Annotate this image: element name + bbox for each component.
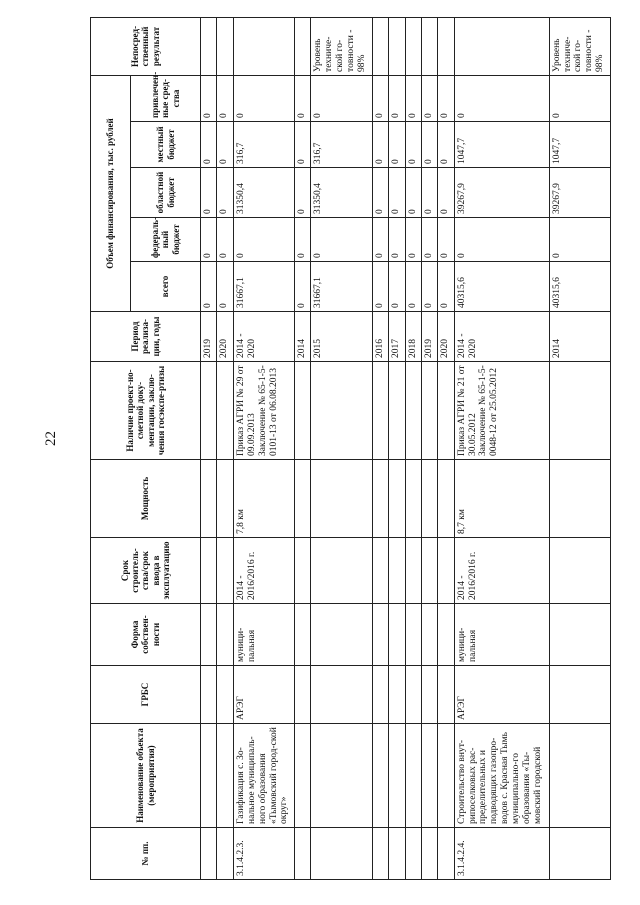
table-row (454, 17, 549, 879)
header-name: Наименование объекта (мероприятия) (91, 724, 201, 828)
cell-local: 316,7 (311, 122, 372, 168)
header-num: № пп. (91, 828, 201, 880)
cell-grbs (372, 666, 388, 724)
header-total: всего (131, 262, 201, 312)
cell-regional: 31350,4 (311, 168, 372, 218)
header-capacity: Мощность (91, 460, 201, 538)
table-row (405, 17, 421, 879)
header-docs: Наличие проект-но-сметной доку-ментации, заклю-чения госэкспе-ртизы (91, 362, 201, 460)
cell-result (421, 17, 437, 75)
cell-total: 0 (405, 262, 421, 312)
cell-regional: 0 (438, 168, 454, 218)
cell-result (233, 17, 294, 75)
cell-term (405, 538, 421, 604)
header-grbs: ГРБС (91, 666, 201, 724)
cell-local: 0 (421, 122, 437, 168)
cell-grbs (217, 666, 233, 724)
cell-total: 0 (389, 262, 405, 312)
cell-federal: 0 (454, 218, 549, 262)
cell-grbs (438, 666, 454, 724)
cell-period: 2014 (549, 312, 610, 362)
cell-total: 31667,1 (311, 262, 372, 312)
cell-grbs (405, 666, 421, 724)
cell-regional: 0 (421, 168, 437, 218)
cell-row-number: 3.1.4.2.4. (454, 828, 549, 880)
cell-total: 40315,6 (549, 262, 610, 312)
cell-period: 2014 (295, 312, 311, 362)
cell-row-number (201, 828, 217, 880)
cell-regional: 0 (201, 168, 217, 218)
page-number: 22 (43, 431, 59, 446)
cell-grbs (295, 666, 311, 724)
cell-ownership: муници-пальная (233, 604, 294, 666)
cell-federal: 0 (405, 218, 421, 262)
cell-local: 1047,7 (549, 122, 610, 168)
cell-docs (295, 362, 311, 460)
cell-result (217, 17, 233, 75)
cell-ownership (311, 604, 372, 666)
cell-period: 2017 (389, 312, 405, 362)
header-period: Период реализа-ции, годы (91, 312, 201, 362)
cell-object-name (295, 724, 311, 828)
cell-ownership (389, 604, 405, 666)
cell-capacity (421, 460, 437, 538)
rotated-table-wrapper (90, 22, 611, 880)
cell-ownership (405, 604, 421, 666)
cell-total: 31667,1 (233, 262, 294, 312)
cell-term (421, 538, 437, 604)
cell-capacity: 8,7 км (454, 460, 549, 538)
cell-federal: 0 (233, 218, 294, 262)
cell-period: 2020 (217, 312, 233, 362)
cell-capacity (438, 460, 454, 538)
cell-regional: 0 (405, 168, 421, 218)
table-row (549, 17, 610, 879)
cell-term (389, 538, 405, 604)
header-federal: федераль-ный бюджет (131, 218, 201, 262)
cell-object-name (372, 724, 388, 828)
cell-local: 0 (372, 122, 388, 168)
cell-total: 0 (421, 262, 437, 312)
cell-attracted: 0 (201, 75, 217, 121)
cell-regional: 0 (372, 168, 388, 218)
cell-ownership (217, 604, 233, 666)
cell-period: 2019 (421, 312, 437, 362)
header-ownership: Форма собствен-ности (91, 604, 201, 666)
cell-total: 0 (201, 262, 217, 312)
cell-result (454, 17, 549, 75)
cell-grbs (201, 666, 217, 724)
cell-federal: 0 (201, 218, 217, 262)
cell-federal: 0 (421, 218, 437, 262)
table-body (201, 17, 611, 879)
cell-term: 2014 - 2016/2016 г. (454, 538, 549, 604)
header-local: местный бюджет (131, 122, 201, 168)
cell-attracted: 0 (405, 75, 421, 121)
cell-local: 0 (405, 122, 421, 168)
cell-docs: Приказ АГРИ № 29 от 09.09.2013 Заключение № 65-1-5-0101-13 от 06.08.2013 (233, 362, 294, 460)
cell-docs (405, 362, 421, 460)
cell-capacity (372, 460, 388, 538)
cell-regional: 0 (389, 168, 405, 218)
cell-ownership: муници-пальная (454, 604, 549, 666)
cell-object-name (421, 724, 437, 828)
cell-federal: 0 (372, 218, 388, 262)
cell-term: 2014 - 2016/2016 г. (233, 538, 294, 604)
cell-total: 0 (372, 262, 388, 312)
cell-local: 1047,7 (454, 122, 549, 168)
cell-result: Уровень техниче-ской го-товности - 98% (311, 17, 372, 75)
cell-capacity (311, 460, 372, 538)
cell-row-number (405, 828, 421, 880)
cell-federal: 0 (311, 218, 372, 262)
header-term: Срок строитель-ства/срок ввода в эксплуатацию (91, 538, 201, 604)
header-result: Непосред-ственный результат (91, 17, 201, 75)
cell-docs (438, 362, 454, 460)
table-row (389, 17, 405, 879)
cell-result: Уровень техниче-ской го-товности - 98% (549, 17, 610, 75)
financing-table (90, 17, 611, 880)
cell-term (311, 538, 372, 604)
cell-ownership (438, 604, 454, 666)
cell-total: 40315,6 (454, 262, 549, 312)
cell-docs: Приказ АГРИ № 21 от 30.05.2012 Заключение № 65-1-5-0048-12 от 25.05.2012 (454, 362, 549, 460)
cell-result (438, 17, 454, 75)
cell-grbs: АРЭГ (233, 666, 294, 724)
cell-row-number (389, 828, 405, 880)
cell-federal: 0 (217, 218, 233, 262)
cell-period: 2015 (311, 312, 372, 362)
cell-capacity (217, 460, 233, 538)
table-row (217, 17, 233, 879)
cell-object-name: Газификация с. Зо-нальное муниципаль-ного образования «Тымовский город-ской округ» (233, 724, 294, 828)
cell-row-number (217, 828, 233, 880)
cell-docs (421, 362, 437, 460)
cell-object-name (549, 724, 610, 828)
cell-regional: 31350,4 (233, 168, 294, 218)
cell-capacity (549, 460, 610, 538)
cell-regional: 0 (295, 168, 311, 218)
cell-object-name (405, 724, 421, 828)
header-attracted: привлечен-ные сред-ства (131, 75, 201, 121)
cell-grbs: АРЭГ (454, 666, 549, 724)
cell-capacity (405, 460, 421, 538)
cell-regional: 39267,9 (549, 168, 610, 218)
cell-regional: 0 (217, 168, 233, 218)
cell-attracted: 0 (421, 75, 437, 121)
cell-term (295, 538, 311, 604)
cell-federal: 0 (549, 218, 610, 262)
cell-docs (372, 362, 388, 460)
table-row (201, 17, 217, 879)
cell-federal: 0 (295, 218, 311, 262)
cell-capacity (389, 460, 405, 538)
header-funding: Объем финансирования, тыс. рублей (91, 75, 131, 311)
cell-local: 0 (201, 122, 217, 168)
cell-grbs (311, 666, 372, 724)
cell-docs (549, 362, 610, 460)
cell-object-name (201, 724, 217, 828)
table-row (295, 17, 311, 879)
cell-row-number (438, 828, 454, 880)
cell-total: 0 (438, 262, 454, 312)
cell-period: 2019 (201, 312, 217, 362)
cell-result (405, 17, 421, 75)
cell-attracted: 0 (549, 75, 610, 121)
cell-attracted: 0 (311, 75, 372, 121)
cell-capacity: 7,8 км (233, 460, 294, 538)
cell-attracted: 0 (295, 75, 311, 121)
cell-docs (201, 362, 217, 460)
table-row (438, 17, 454, 879)
cell-period: 2014 - 2020 (233, 312, 294, 362)
cell-attracted: 0 (389, 75, 405, 121)
table-row (421, 17, 437, 879)
header-regional: областной бюджет (131, 168, 201, 218)
cell-local: 0 (389, 122, 405, 168)
cell-ownership (295, 604, 311, 666)
cell-object-name (311, 724, 372, 828)
cell-total: 0 (295, 262, 311, 312)
table-row (311, 17, 372, 879)
cell-local: 0 (438, 122, 454, 168)
cell-capacity (295, 460, 311, 538)
cell-capacity (201, 460, 217, 538)
cell-docs (311, 362, 372, 460)
cell-period: 2016 (372, 312, 388, 362)
cell-local: 0 (217, 122, 233, 168)
cell-period: 2018 (405, 312, 421, 362)
cell-term (438, 538, 454, 604)
table-row (233, 17, 294, 879)
cell-total: 0 (217, 262, 233, 312)
cell-attracted: 0 (438, 75, 454, 121)
cell-period: 2014 - 2020 (454, 312, 549, 362)
cell-row-number (311, 828, 372, 880)
cell-row-number (372, 828, 388, 880)
cell-term (201, 538, 217, 604)
table-row (372, 17, 388, 879)
cell-attracted: 0 (217, 75, 233, 121)
cell-result (389, 17, 405, 75)
cell-row-number (549, 828, 610, 880)
cell-object-name (438, 724, 454, 828)
cell-docs (389, 362, 405, 460)
rotated-table (90, 22, 611, 880)
cell-result (295, 17, 311, 75)
cell-ownership (372, 604, 388, 666)
cell-attracted: 0 (372, 75, 388, 121)
cell-local: 0 (295, 122, 311, 168)
cell-attracted: 0 (454, 75, 549, 121)
cell-object-name (389, 724, 405, 828)
cell-result (372, 17, 388, 75)
cell-term (549, 538, 610, 604)
cell-federal: 0 (438, 218, 454, 262)
cell-federal: 0 (389, 218, 405, 262)
cell-local: 316,7 (233, 122, 294, 168)
cell-object-name (217, 724, 233, 828)
cell-grbs (421, 666, 437, 724)
cell-regional: 39267,9 (454, 168, 549, 218)
cell-ownership (421, 604, 437, 666)
cell-row-number (421, 828, 437, 880)
cell-period: 2020 (438, 312, 454, 362)
cell-row-number: 3.1.4.2.3. (233, 828, 294, 880)
cell-grbs (389, 666, 405, 724)
cell-ownership (201, 604, 217, 666)
cell-term (217, 538, 233, 604)
cell-object-name: Строительство внут-рипоселковых рас-пределительных и подводящих газопро-водов с. Красная Тымь муниципально-го образования «Ты-мовский городской (454, 724, 549, 828)
cell-ownership (549, 604, 610, 666)
cell-grbs (549, 666, 610, 724)
cell-attracted: 0 (233, 75, 294, 121)
cell-term (372, 538, 388, 604)
cell-result (201, 17, 217, 75)
cell-docs (217, 362, 233, 460)
cell-row-number (295, 828, 311, 880)
